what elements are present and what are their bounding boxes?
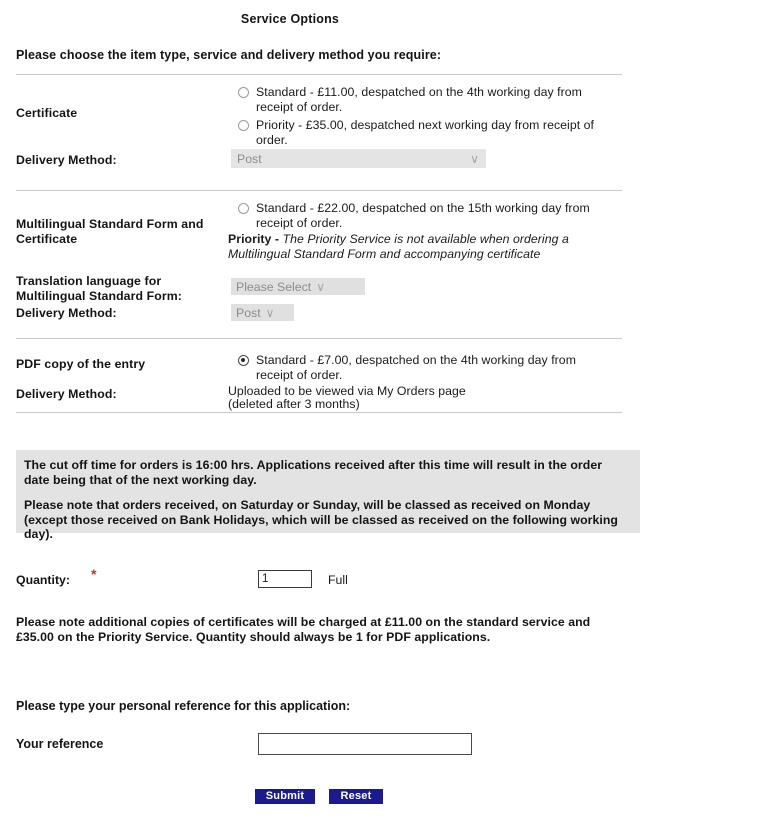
section-divider-1 <box>16 74 622 75</box>
cutoff-notice-paragraph-2: Please note that orders received, on Saturday or Sunday, will be classed as received on Monday (except those received on Bank Holidays, which will be classed as received on the following working day). <box>24 498 618 541</box>
chevron-down-icon: ∨ <box>470 151 479 166</box>
multilingual-standard-label[interactable]: Standard - £22.00, despatched on the 15th working day from receipt of order. <box>256 201 590 230</box>
required-marker: * <box>91 566 97 582</box>
certificate-section-label: Certificate <box>16 106 78 120</box>
chevron-down-icon: ∨ <box>316 279 325 294</box>
reference-label: Your reference <box>16 737 104 751</box>
certificate-standard-label[interactable]: Standard - £11.00, despatched on the 4th working day from receipt of order. <box>256 85 582 114</box>
submit-button[interactable]: Submit <box>255 789 315 804</box>
pdf-standard-radio[interactable] <box>238 355 249 366</box>
cutoff-notice-paragraph-1: The cut off time for orders is 16:00 hrs. Applications received after this time will result in the order date being that of the next working day. <box>24 458 603 487</box>
multilingual-delivery-method-label: Delivery Method: <box>16 306 117 320</box>
multilingual-translation-language-value: Please Select <box>236 279 312 294</box>
pdf-delivery-method-label: Delivery Method: <box>16 387 117 401</box>
multilingual-delivery-method-select[interactable] <box>231 304 294 321</box>
section-divider-2 <box>16 190 622 191</box>
section-divider-4 <box>16 412 622 413</box>
multilingual-priority-note <box>228 232 618 262</box>
chevron-down-icon: ∨ <box>265 305 275 320</box>
certificate-standard-radio[interactable] <box>238 87 249 98</box>
quantity-input[interactable] <box>258 570 312 588</box>
intro-text: Please choose the item type, service and delivery method you require: <box>16 48 442 62</box>
pdf-delivery-method-text-line1: Uploaded to be viewed via My Orders page <box>228 384 466 398</box>
multilingual-translation-language-label: Translation language for Multilingual Standard Form: <box>16 274 182 303</box>
certificate-priority-label[interactable]: Priority - £35.00, despatched next working day from receipt of order. <box>256 118 595 147</box>
multilingual-priority-prefix: Priority - <box>228 232 283 246</box>
certificate-delivery-method-label: Delivery Method: <box>16 153 117 167</box>
certificate-priority-radio[interactable] <box>238 120 249 131</box>
quantity-label: Quantity: <box>16 573 70 587</box>
multilingual-delivery-method-value: Post <box>236 305 261 320</box>
multilingual-section-label: Multilingual Standard Form and Certificate <box>16 217 204 246</box>
section-divider-3 <box>16 338 622 339</box>
quantity-note: Please note additional copies of certificates will be charged at £11.00 on the standard service and £35.00 on the Priority Service. Quantity should always be 1 for PDF applications. <box>16 615 591 644</box>
certificate-delivery-method-value: Post <box>237 151 262 166</box>
reference-heading: Please type your personal reference for this application: <box>16 699 351 713</box>
multilingual-translation-language-select[interactable] <box>231 278 365 295</box>
cutoff-notice-box <box>16 450 640 541</box>
certificate-delivery-method-select[interactable] <box>231 149 486 168</box>
pdf-delivery-method-text-line2: (deleted after 3 months) <box>228 397 360 411</box>
page-title: Service Options <box>240 12 340 26</box>
multilingual-standard-radio[interactable] <box>238 203 249 214</box>
pdf-standard-label[interactable]: Standard - £7.00, despatched on the 4th working day from receipt of order. <box>256 353 576 382</box>
reset-button[interactable]: Reset <box>329 789 383 804</box>
multilingual-priority-note-text: The Priority Service is not available when ordering a Multilingual Standard Form and accompanying certificate <box>228 232 569 261</box>
reference-input[interactable] <box>258 733 472 755</box>
pdf-section-label: PDF copy of the entry <box>16 357 146 371</box>
quantity-suffix-label: Full <box>328 573 348 587</box>
